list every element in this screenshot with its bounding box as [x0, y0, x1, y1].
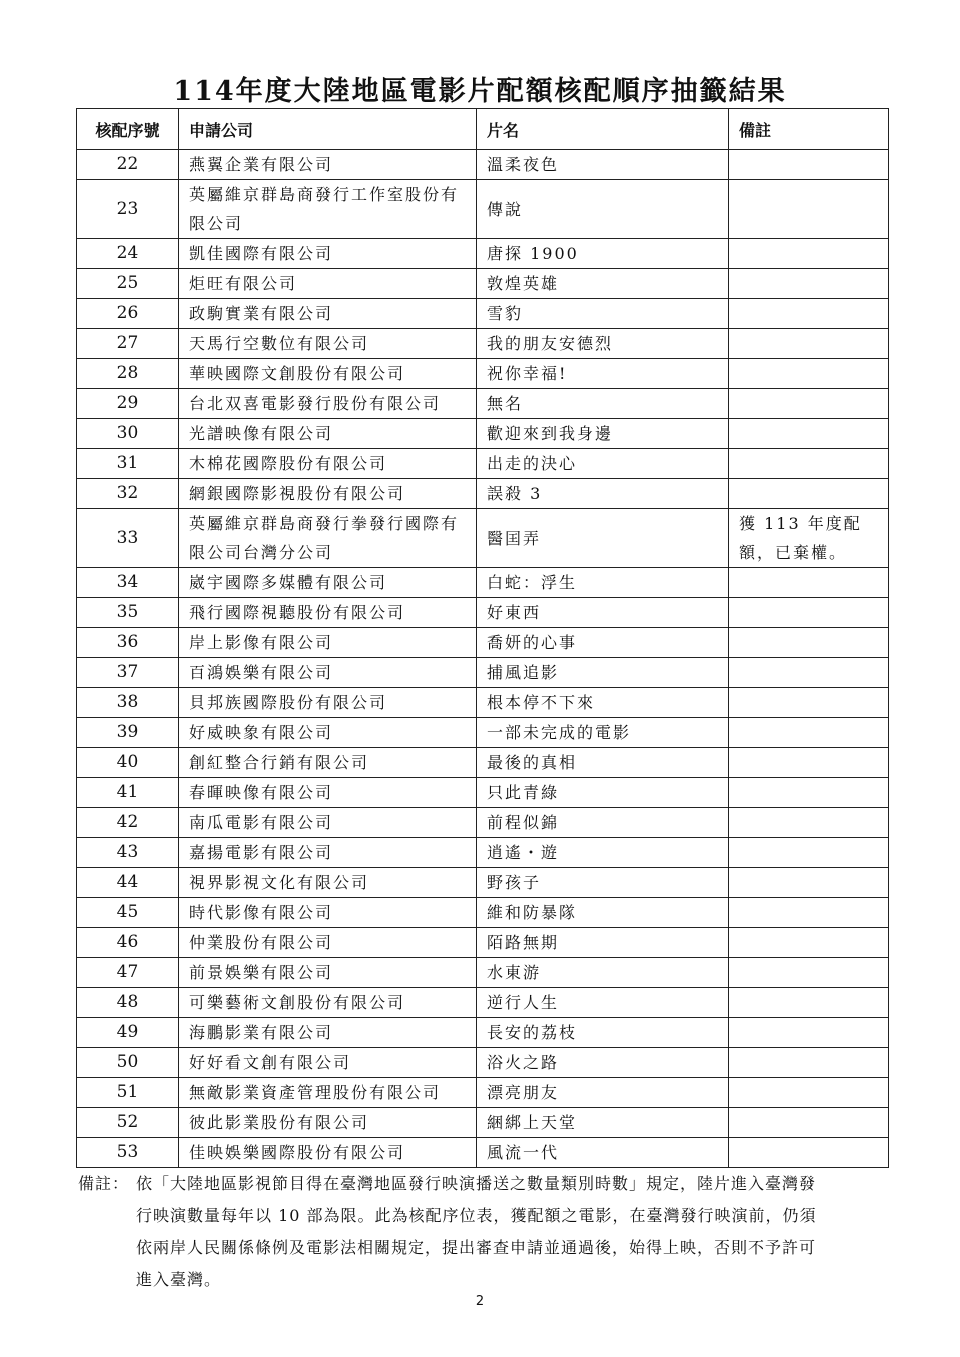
note-cell — [729, 299, 889, 329]
table-row — [77, 299, 889, 329]
note-cell — [729, 778, 889, 808]
company-cell: 創紅整合行銷有限公司 — [179, 748, 477, 778]
note-cell — [729, 1078, 889, 1108]
film-cell: 無名 — [477, 389, 729, 419]
row-number: 49 — [77, 1018, 179, 1048]
company-cell: 可樂藝術文創股份有限公司 — [179, 988, 477, 1018]
film-cell: 捕風追影 — [477, 658, 729, 688]
film-cell: 歡迎來到我身邊 — [477, 419, 729, 449]
company-cell: 網銀國際影視股份有限公司 — [179, 479, 477, 509]
footnote-label: 備註： — [78, 1174, 130, 1193]
note-cell — [729, 598, 889, 628]
table-row — [77, 449, 889, 479]
row-number: 34 — [77, 568, 179, 598]
header-note: 備註 — [729, 109, 889, 150]
row-number: 42 — [77, 808, 179, 838]
row-number: 52 — [77, 1108, 179, 1138]
company-cell: 視界影視文化有限公司 — [179, 868, 477, 898]
film-cell: 風流一代 — [477, 1138, 729, 1168]
company-cell: 炬旺有限公司 — [179, 269, 477, 299]
film-cell: 傳說 — [477, 180, 729, 239]
company-cell: 好好看文創有限公司 — [179, 1048, 477, 1078]
company-cell: 百鴻娛樂有限公司 — [179, 658, 477, 688]
film-cell: 水東游 — [477, 958, 729, 988]
film-cell: 浴火之路 — [477, 1048, 729, 1078]
company-cell: 台北双喜電影發行股份有限公司 — [179, 389, 477, 419]
row-number: 51 — [77, 1078, 179, 1108]
company-cell: 嘉揚電影有限公司 — [179, 838, 477, 868]
row-number: 30 — [77, 419, 179, 449]
company-cell: 佳映娛樂國際股份有限公司 — [179, 1138, 477, 1168]
note-cell — [729, 838, 889, 868]
row-number: 31 — [77, 449, 179, 479]
table-row — [77, 778, 889, 808]
row-number: 23 — [77, 180, 179, 239]
table-row — [77, 988, 889, 1018]
header-no: 核配序號 — [77, 109, 179, 150]
table-row — [77, 269, 889, 299]
company-cell: 凱佳國際有限公司 — [179, 239, 477, 269]
note-cell — [729, 1048, 889, 1078]
film-cell: 溫柔夜色 — [477, 150, 729, 180]
row-number: 53 — [77, 1138, 179, 1168]
footnote-text: 依「大陸地區影視節目得在臺灣地區發行映演播送之數量類別時數」規定，陸片進入臺灣發行映演數量每年以 10 部為限。此為核配序位表，獲配額之電影，在臺灣發行映演前，仍須依兩岸人民關係條例及電影法相關規定，提出審查申請並通過後，始得上映，否則不予許可進入臺灣。 — [136, 1174, 817, 1289]
row-number: 25 — [77, 269, 179, 299]
film-cell: 前程似錦 — [477, 808, 729, 838]
table-row — [77, 598, 889, 628]
film-cell: 長安的荔枝 — [477, 1018, 729, 1048]
company-cell: 木棉花國際股份有限公司 — [179, 449, 477, 479]
company-cell: 飛行國際視聽股份有限公司 — [179, 598, 477, 628]
note-cell — [729, 329, 889, 359]
film-cell: 喬妍的心事 — [477, 628, 729, 658]
company-cell: 春暉映像有限公司 — [179, 778, 477, 808]
row-number: 32 — [77, 479, 179, 509]
note-cell — [729, 568, 889, 598]
company-cell: 英屬維京群島商發行拳發行國際有限公司台灣分公司 — [179, 509, 477, 568]
film-cell: 最後的真相 — [477, 748, 729, 778]
table-row — [77, 419, 889, 449]
note-cell — [729, 150, 889, 180]
company-cell: 貝邦族國際股份有限公司 — [179, 688, 477, 718]
note-cell — [729, 180, 889, 239]
film-cell: 敦煌英雄 — [477, 269, 729, 299]
note-cell: 獲 113 年度配額，已棄權。 — [729, 509, 889, 568]
table-row — [77, 868, 889, 898]
row-number: 29 — [77, 389, 179, 419]
row-number: 28 — [77, 359, 179, 389]
company-cell: 前景娛樂有限公司 — [179, 958, 477, 988]
company-cell: 燕翼企業有限公司 — [179, 150, 477, 180]
table-row — [77, 1018, 889, 1048]
note-cell — [729, 808, 889, 838]
table-row — [77, 718, 889, 748]
company-cell: 無敵影業資產管理股份有限公司 — [179, 1078, 477, 1108]
row-number: 27 — [77, 329, 179, 359]
table-row — [77, 1078, 889, 1108]
film-cell: 唐探 1900 — [477, 239, 729, 269]
note-cell — [729, 688, 889, 718]
company-cell: 彼此影業股份有限公司 — [179, 1108, 477, 1138]
table-row — [77, 928, 889, 958]
film-cell: 醫囯弄 — [477, 509, 729, 568]
note-cell — [729, 389, 889, 419]
row-number: 41 — [77, 778, 179, 808]
table-row — [77, 808, 889, 838]
row-number: 44 — [77, 868, 179, 898]
note-cell — [729, 239, 889, 269]
page-title: 114年度大陸地區電影片配額核配順序抽籤結果 — [173, 76, 787, 107]
film-cell: 好東西 — [477, 598, 729, 628]
row-number: 33 — [77, 509, 179, 568]
film-cell: 漂亮朋友 — [477, 1078, 729, 1108]
company-cell: 光譜映像有限公司 — [179, 419, 477, 449]
film-cell: 我的朋友安德烈 — [477, 329, 729, 359]
film-cell: 綑綁上天堂 — [477, 1108, 729, 1138]
company-cell: 海鵬影業有限公司 — [179, 1018, 477, 1048]
film-cell: 逍遙・遊 — [477, 838, 729, 868]
table-row — [77, 509, 889, 568]
company-cell: 南瓜電影有限公司 — [179, 808, 477, 838]
row-number: 46 — [77, 928, 179, 958]
note-cell — [729, 419, 889, 449]
note-cell — [729, 868, 889, 898]
row-number: 22 — [77, 150, 179, 180]
footnote — [78, 1168, 828, 1296]
company-cell: 崴宇國際多媒體有限公司 — [179, 568, 477, 598]
row-number: 48 — [77, 988, 179, 1018]
film-cell: 只此青綠 — [477, 778, 729, 808]
note-cell — [729, 449, 889, 479]
table-row — [77, 1048, 889, 1078]
row-number: 24 — [77, 239, 179, 269]
film-cell: 雪豹 — [477, 299, 729, 329]
row-number: 45 — [77, 898, 179, 928]
table-row — [77, 389, 889, 419]
table-row — [77, 688, 889, 718]
note-cell — [729, 988, 889, 1018]
company-cell: 天馬行空數位有限公司 — [179, 329, 477, 359]
row-number: 40 — [77, 748, 179, 778]
company-cell: 政駒實業有限公司 — [179, 299, 477, 329]
table-row — [77, 958, 889, 988]
table-header-row — [77, 109, 889, 150]
note-cell — [729, 658, 889, 688]
table-row — [77, 748, 889, 778]
film-cell: 陌路無期 — [477, 928, 729, 958]
film-cell: 一部未完成的電影 — [477, 718, 729, 748]
header-film: 片名 — [477, 109, 729, 150]
row-number: 36 — [77, 628, 179, 658]
note-cell — [729, 1108, 889, 1138]
row-number: 35 — [77, 598, 179, 628]
note-cell — [729, 359, 889, 389]
note-cell — [729, 269, 889, 299]
allocation-table — [76, 108, 889, 1168]
note-cell — [729, 479, 889, 509]
table-row — [77, 568, 889, 598]
company-cell: 英屬維京群島商發行工作室股份有限公司 — [179, 180, 477, 239]
note-cell — [729, 718, 889, 748]
note-cell — [729, 1018, 889, 1048]
table-row — [77, 658, 889, 688]
note-cell — [729, 628, 889, 658]
film-cell: 誤殺 3 — [477, 479, 729, 509]
note-cell — [729, 958, 889, 988]
table-row — [77, 1108, 889, 1138]
row-number: 47 — [77, 958, 179, 988]
table-row — [77, 838, 889, 868]
company-cell: 岸上影像有限公司 — [179, 628, 477, 658]
page-number: 2 — [475, 1294, 485, 1309]
table-row — [77, 239, 889, 269]
table-row — [77, 180, 889, 239]
film-cell: 根本停不下來 — [477, 688, 729, 718]
film-cell: 祝你幸福! — [477, 359, 729, 389]
company-cell: 仲業股份有限公司 — [179, 928, 477, 958]
row-number: 26 — [77, 299, 179, 329]
film-cell: 出走的決心 — [477, 449, 729, 479]
film-cell: 白蛇：浮生 — [477, 568, 729, 598]
header-company: 申請公司 — [179, 109, 477, 150]
table-row — [77, 628, 889, 658]
note-cell — [729, 928, 889, 958]
note-cell — [729, 748, 889, 778]
table-row — [77, 359, 889, 389]
company-cell: 好威映象有限公司 — [179, 718, 477, 748]
row-number: 39 — [77, 718, 179, 748]
table-row — [77, 479, 889, 509]
note-cell — [729, 1138, 889, 1168]
company-cell: 華映國際文創股份有限公司 — [179, 359, 477, 389]
note-cell — [729, 898, 889, 928]
row-number: 50 — [77, 1048, 179, 1078]
film-cell: 野孩子 — [477, 868, 729, 898]
company-cell: 時代影像有限公司 — [179, 898, 477, 928]
film-cell: 維和防暴隊 — [477, 898, 729, 928]
row-number: 38 — [77, 688, 179, 718]
table-row — [77, 898, 889, 928]
row-number: 37 — [77, 658, 179, 688]
table-row — [77, 329, 889, 359]
row-number: 43 — [77, 838, 179, 868]
table-row — [77, 1138, 889, 1168]
table-row — [77, 150, 889, 180]
film-cell: 逆行人生 — [477, 988, 729, 1018]
